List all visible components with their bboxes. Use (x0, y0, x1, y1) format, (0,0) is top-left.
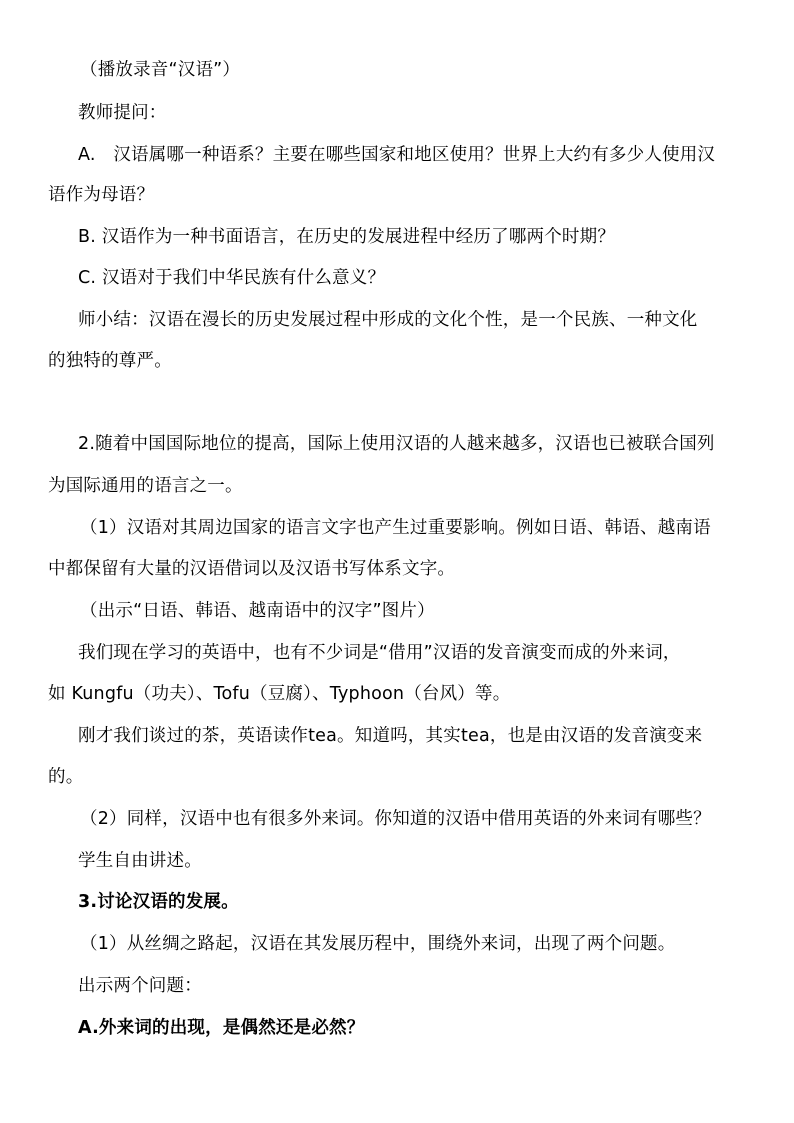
tea-line-2: 的。 (48, 767, 84, 787)
teacher-question-heading: 教师提问： (78, 103, 167, 123)
english-loanwords-line-1: 我们现在学习的英语中，也有不少词是“借用”汉语的发音演变而成的外来词， (78, 643, 681, 663)
question-b: B. 汉语作为一种书面语言，在历史的发展进程中经历了哪两个时期？ (78, 227, 616, 247)
student-discussion: 学生自由讲述。 (78, 851, 202, 871)
teacher-summary-line-2: 的独特的尊严。 (48, 351, 172, 371)
point-1-line-1: （1）汉语对其周边国家的语言文字也产生过重要影响。例如日语、韩语、越南语 (80, 518, 711, 538)
point-1-line-2: 中都保留有大量的汉语借词以及汉语书写体系文字。 (48, 559, 456, 579)
question-a-line-1: A. 汉语属哪一种语系？主要在哪些国家和地区使用？世界上大约有多少人使用汉 (78, 145, 716, 165)
tea-line-1: 刚才我们谈过的茶，英语读作tea。知道吗，其实tea，也是由汉语的发音演变来 (78, 726, 703, 746)
section-2-line-1: 2.随着中国国际地位的提高，国际上使用汉语的人越来越多，汉语也已被联合国列 (78, 434, 715, 454)
show-picture-note: （出示“日语、韩语、越南语中的汉字”图片） (80, 601, 435, 621)
teacher-summary-line-1: 师小结：汉语在漫长的历史发展过程中形成的文化个性，是一个民族、一种文化 (78, 310, 698, 330)
question-a-bold: A.外来词的出现，是偶然还是必然？ (78, 1018, 365, 1038)
point-2: （2）同样，汉语中也有很多外来词。你知道的汉语中借用英语的外来词有哪些？ (80, 809, 711, 829)
show-two-questions: 出示两个问题： (78, 976, 202, 996)
audio-note: （播放录音“汉语”） (80, 60, 241, 80)
english-loanwords-line-2: 如 Kungfu（功夫）、Tofu（豆腐）、Typhoon（台风）等。 (48, 684, 511, 704)
section-2-line-2: 为国际通用的语言之一。 (48, 476, 243, 496)
question-c: C. 汉语对于我们中华民族有什么意义？ (78, 268, 386, 288)
section-3-point-1: （1）从丝绸之路起，汉语在其发展历程中，围绕外来词，出现了两个问题。 (80, 934, 676, 954)
question-a-line-2: 语作为母语？ (48, 185, 155, 205)
section-3-heading: 3.讨论汉语的发展。 (78, 892, 239, 912)
